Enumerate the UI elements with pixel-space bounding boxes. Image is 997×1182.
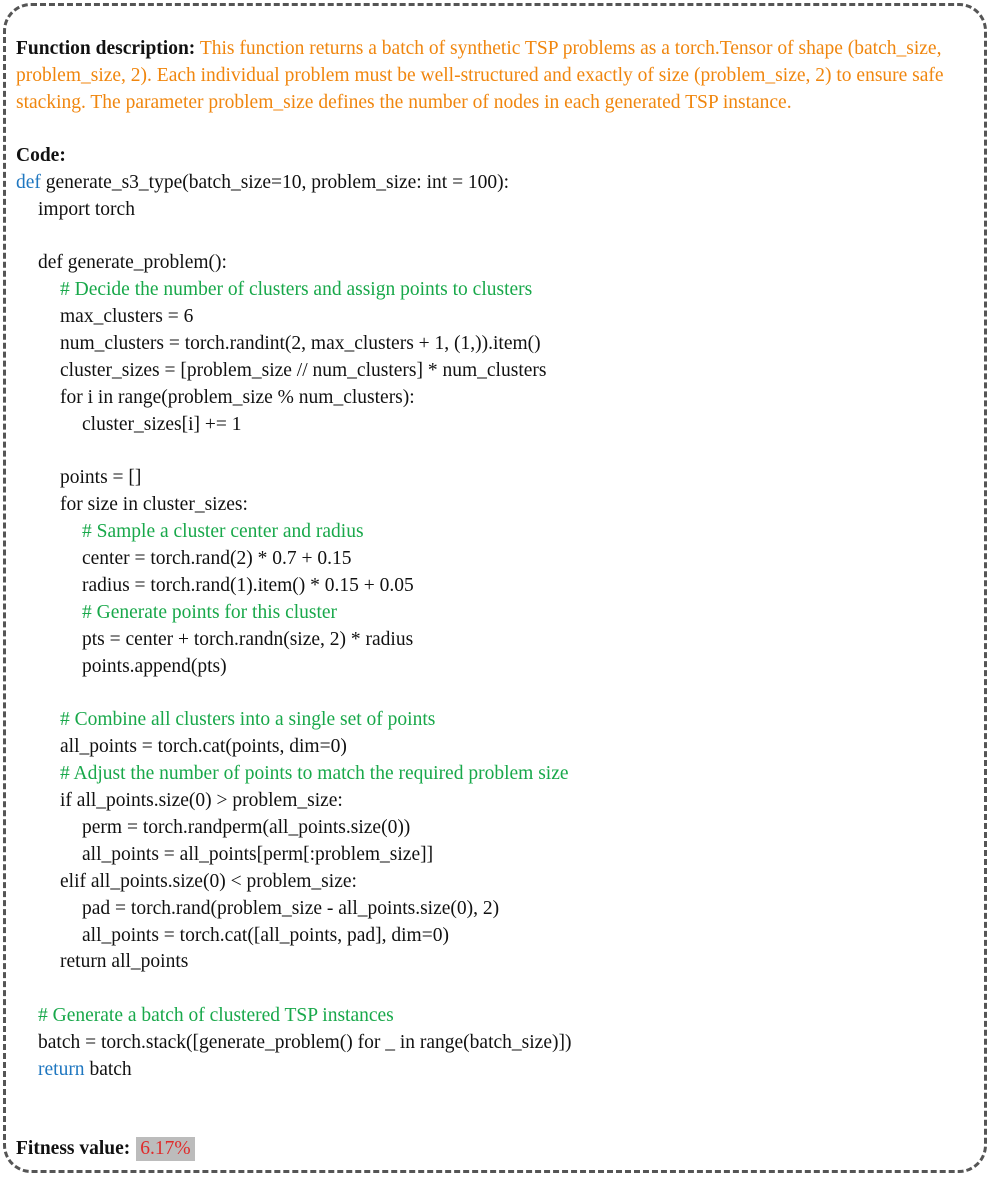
- code-line: center = torch.rand(2) * 0.7 + 0.15: [82, 548, 352, 570]
- blank-line: [16, 223, 976, 250]
- code-line: perm = torch.randperm(all_points.size(0)): [82, 817, 411, 838]
- code-line: for size in cluster_sizes:: [60, 494, 248, 516]
- function-description-text: This function returns a batch of synthetic TSP problems as a torch.Tensor of shape (batch_size, problem_size, 2). Each individual problem must be well-structured and exactly of size (problem_size, 2) to ensure safe stacking. The parameter problem_size defines the number of nodes in each generated TSP instance.: [16, 38, 944, 113]
- code-comment: # Combine all clusters into a single set of points: [60, 709, 436, 731]
- code-comment: # Decide the number of clusters and assign points to clusters: [60, 279, 533, 301]
- fitness-row: [16, 1136, 195, 1162]
- blank-line: [16, 681, 976, 708]
- content-block: [16, 36, 976, 1084]
- code-comment: # Generate a batch of clustered TSP instances: [38, 1005, 394, 1027]
- code-line: [16, 170, 976, 197]
- code-line: elif all_points.size(0) < problem_size:: [60, 870, 357, 892]
- code-line: cluster_sizes = [problem_size // num_clusters] * num_clusters: [60, 359, 547, 381]
- code-line: pad = torch.rand(problem_size - all_points.size(0), 2): [82, 897, 500, 919]
- return-value: batch: [84, 1059, 132, 1081]
- code-comment: # Sample a cluster center and radius: [82, 521, 364, 543]
- keyword-def: def: [16, 171, 41, 193]
- function-signature: generate_s3_type(batch_size=10, problem_size: int = 100):: [40, 171, 510, 193]
- fitness-label: Fitness value:: [16, 1138, 131, 1159]
- code-line: num_clusters = torch.randint(2, max_clusters + 1, (1,)).item(): [60, 332, 541, 354]
- code-line: all_points = torch.cat([all_points, pad], dim=0): [82, 924, 449, 946]
- blank-line: [16, 439, 976, 466]
- code-block: [16, 170, 976, 1084]
- code-line: all_points = all_points[perm[:problem_size]]: [82, 843, 434, 865]
- code-line: for i in range(problem_size % num_clusters):: [60, 386, 415, 408]
- function-description: [16, 36, 976, 117]
- code-line: def generate_problem():: [38, 252, 227, 274]
- code-line: if all_points.size(0) > problem_size:: [60, 790, 343, 812]
- code-line: pts = center + torch.randn(size, 2) * radius: [82, 628, 414, 650]
- code-line: return all_points: [60, 951, 189, 973]
- fitness-value: 6.17%: [136, 1137, 194, 1161]
- function-description-label: Function description:: [16, 38, 196, 59]
- code-comment: # Adjust the number of points to match the required problem size: [60, 763, 569, 785]
- code-line: points = []: [60, 467, 142, 489]
- code-line: batch = torch.stack([generate_problem() for _ in range(batch_size)]): [38, 1032, 572, 1054]
- code-line: points.append(pts): [82, 655, 227, 677]
- keyword-return: return: [38, 1059, 85, 1081]
- blank-line: [16, 976, 976, 1003]
- code-line: all_points = torch.cat(points, dim=0): [60, 736, 347, 758]
- code-line: [16, 1057, 976, 1084]
- code-line: import torch: [38, 198, 135, 220]
- code-label: Code:: [16, 144, 66, 166]
- code-line: cluster_sizes[i] += 1: [82, 413, 242, 435]
- code-comment: # Generate points for this cluster: [82, 601, 338, 623]
- code-line: radius = torch.rand(1).item() * 0.15 + 0.05: [82, 574, 414, 596]
- code-line: max_clusters = 6: [60, 306, 194, 328]
